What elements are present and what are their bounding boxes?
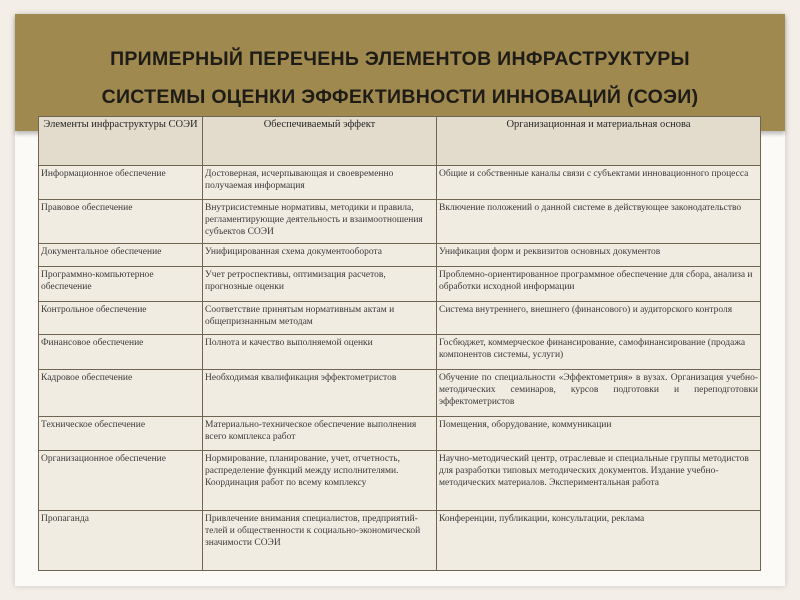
table-row [39,417,761,451]
row-basis-cell: Помещения, оборудование, коммуникации [437,417,761,451]
slide-title-line-2: СИСТЕМЫ ОЦЕНКИ ЭФФЕКТИВНОСТИ ИННОВАЦИЙ (СОЭИ) [101,86,699,108]
table-row [39,166,761,200]
row-element-cell: Правовое обеспечение [39,200,203,244]
row-basis-cell: Обучение по специальности «Эффектометрия» в вузах. Организация учебно-методических семинаров, курсов подготовки и переподготовки эффектометристов [437,370,761,417]
row-effect-cell: Нормирование, планирование, учет, отчетность, распределение функций между исполнителями. Координация работ по всему комплексу [203,451,437,511]
row-element-cell: Информационное обеспечение [39,166,203,200]
row-element-cell: Программно-компьютерное обеспечение [39,267,203,302]
table-header-row [39,117,761,166]
infrastructure-table [38,116,761,571]
row-element-cell: Кадровое обеспечение [39,370,203,417]
table-row [39,244,761,267]
row-effect-cell: Необходимая квалификация эффектометристов [203,370,437,417]
row-element-cell: Организационное обеспечение [39,451,203,511]
row-basis-cell: Конференции, публикации, консультации, реклама [437,511,761,571]
row-element-cell: Документальное обеспечение [39,244,203,267]
table-row [39,451,761,511]
row-effect-cell: Внутрисистемные нормативы, методики и правила, регламентирующие деятельность и взаимоотношения субъектов СОЭИ [203,200,437,244]
row-basis-cell: Общие и собственные каналы связи с субъектами инновационного процесса [437,166,761,200]
row-basis-cell: Научно-методический центр, отраслевые и специальные группы методистов для разработки типовых методических документов. Издание учебно-методических материалов. Экспериментальная работа [437,451,761,511]
table-row [39,200,761,244]
row-basis-cell: Система внутреннего, внешнего (финансового) и аудиторского контроля [437,302,761,335]
title-band [15,14,785,131]
slide-title-line-1: ПРИМЕРНЫЙ ПЕРЕЧЕНЬ ЭЛЕМЕНТОВ ИНФРАСТРУКТУРЫ [110,48,690,70]
row-element-cell: Техническое обеспечение [39,417,203,451]
row-effect-cell: Соответствие принятым нормативным актам и общепризнанным методам [203,302,437,335]
row-element-cell: Контрольное обеспечение [39,302,203,335]
row-effect-cell: Учет ретроспективы, оптимизация расчетов, прогнозные оценки [203,267,437,302]
table-row [39,335,761,370]
row-basis-cell: Госбюджет, коммерческое финансирование, самофинансирование (продажа компонентов системы, услуги) [437,335,761,370]
header-basis: Организационная и материальная основа [437,117,761,166]
row-effect-cell: Привлечение внимания специалистов, предприятий-телей и общественности к социально-экономической значимости СОЭИ [203,511,437,571]
row-basis-cell: Унификация форм и реквизитов основных документов [437,244,761,267]
row-effect-cell: Унифицированная схема документооборота [203,244,437,267]
table-row [39,370,761,417]
row-element-cell: Финансовое обеспечение [39,335,203,370]
header-effect: Обеспечиваемый эффект [203,117,437,166]
table-row [39,302,761,335]
table-row [39,267,761,302]
row-element-cell: Пропаганда [39,511,203,571]
row-effect-cell: Достоверная, исчерпывающая и своевременно получаемая информация [203,166,437,200]
row-effect-cell: Материально-техническое обеспечение выполнения всего комплекса работ [203,417,437,451]
row-effect-cell: Полнота и качество выполняемой оценки [203,335,437,370]
row-basis-cell: Включение положений о данной системе в действующее законодательство [437,200,761,244]
header-elements: Элементы инфраструктуры СОЭИ [39,117,203,166]
table-row [39,511,761,571]
row-basis-cell: Проблемно-ориентированное программное обеспечение для сбора, анализа и обработки исходной информации [437,267,761,302]
